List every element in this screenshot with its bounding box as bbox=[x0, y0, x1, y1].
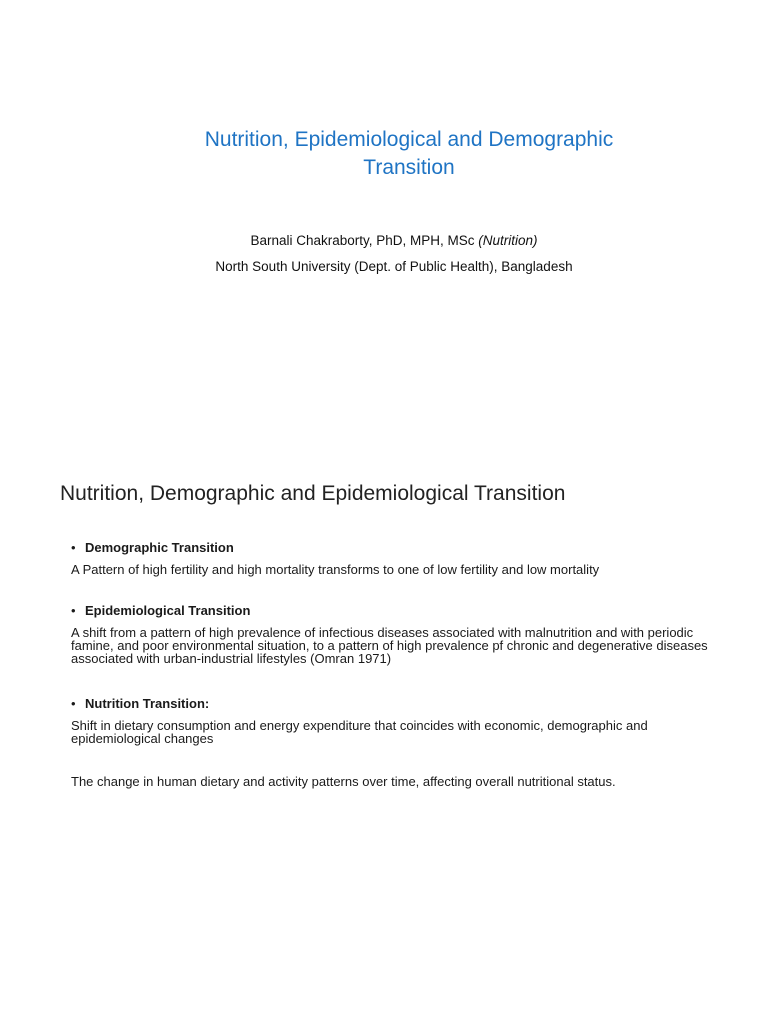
bullet-icon: • bbox=[71, 540, 76, 555]
affiliation-line: North South University (Dept. of Public Health), Bangladesh bbox=[215, 259, 573, 274]
title-line-1: Nutrition, Epidemiological and Demographic bbox=[204, 128, 614, 151]
slide-title: Nutrition, Demographic and Epidemiological Transition bbox=[60, 482, 566, 505]
section-demographic bbox=[71, 540, 711, 576]
section-heading-text: Nutrition Transition: bbox=[85, 696, 210, 711]
author-note: (Nutrition) bbox=[478, 233, 538, 248]
section-heading-text: Epidemiological Transition bbox=[85, 603, 251, 618]
closing-statement: The change in human dietary and activity patterns over time, affecting overall nutritional status. bbox=[71, 774, 616, 789]
section-text: A Pattern of high fertility and high mortality transforms to one of low fertility and low mortality bbox=[71, 562, 600, 577]
author-name: Barnali Chakraborty, PhD, MPH, MSc bbox=[250, 233, 475, 248]
section-text: Shift in dietary consumption and energy expenditure that coincides with economic, demographic and epidemiological changes bbox=[71, 718, 648, 746]
content-slide bbox=[0, 440, 768, 1024]
presentation-title bbox=[0, 126, 768, 182]
section-nutrition bbox=[71, 696, 711, 745]
title-line-2: Transition bbox=[363, 156, 455, 179]
section-epidemiological bbox=[71, 603, 711, 665]
section-text: A shift from a pattern of high prevalence of infectious diseases associated with malnutrition and with periodic famine, and poor environmental situation, to a pattern of high prevalence pf chronic and degenerative diseases associated with urban-industrial lifestyles (Omran 1971) bbox=[71, 625, 708, 666]
author-block bbox=[0, 228, 768, 280]
author-line bbox=[0, 228, 768, 254]
section-heading bbox=[71, 603, 711, 619]
bullet-icon: • bbox=[71, 696, 76, 711]
section-heading bbox=[71, 540, 711, 556]
section-heading-text: Demographic Transition bbox=[85, 540, 234, 555]
section-heading bbox=[71, 696, 711, 712]
title-slide bbox=[0, 0, 768, 440]
bullet-icon: • bbox=[71, 603, 76, 618]
